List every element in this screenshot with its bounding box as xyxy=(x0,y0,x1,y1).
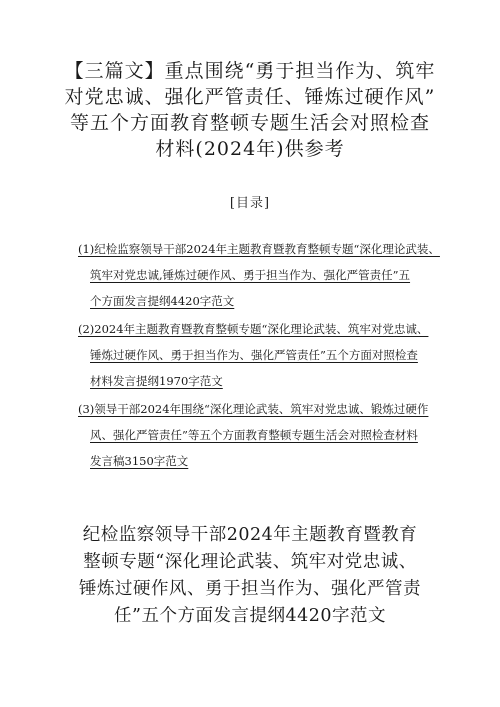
title-line: 等五个方面教育整顿专题生活会对照检查 xyxy=(69,112,430,134)
toc-heading: [目录] xyxy=(229,196,271,211)
toc-link-3[interactable] xyxy=(78,396,444,474)
title-line: 材料(2024年)供参考 xyxy=(155,138,345,160)
title-line: 对党忠诚、强化严管责任、锤炼过硬作风” xyxy=(64,86,436,108)
section-heading-line: 纪检监察领导干部2024年主题教育暨教育 xyxy=(82,525,418,545)
toc-link-1[interactable] xyxy=(78,236,444,314)
toc-item-line: 发言稿3150字范文 xyxy=(90,454,189,468)
toc-item-line: 个方面发言提纲4420字范文 xyxy=(90,294,235,308)
toc-item-line: (3)领导干部2024年围绕“深化理论武装、筑牢对党忠诚、锻炼过硬作 xyxy=(78,402,429,416)
section-heading-line: 锤炼过硬作风、勇于担当作为、强化严管责 xyxy=(79,579,421,599)
toc-item-line: 锤炼过硬作风、勇于担当作为、强化严管责任”五个方面对照检查 xyxy=(90,348,418,362)
toc-item-line: (1)纪检监察领导干部2024年主题教育暨教育整顿专题“深化理论武装、 xyxy=(78,242,440,256)
toc-item-line: (2)2024年主题教育暨教育整顿专题“深化理论武装、筑牢对党忠诚、 xyxy=(78,322,429,336)
toc-link-2[interactable] xyxy=(78,316,444,394)
title-line: 【三篇文】重点围绕“勇于担当作为、筑牢 xyxy=(64,60,436,82)
toc-item-line: 风、强化严管责任”等五个方面教育整顿专题生活会对照检查材料 xyxy=(90,428,418,442)
section-heading xyxy=(50,522,450,630)
document-title xyxy=(60,58,440,162)
toc-item-line: 材料发言提纲1970字范文 xyxy=(90,374,223,388)
section-heading-line: 任”五个方面发言提纲4420字范文 xyxy=(114,606,386,626)
toc-item-line: 筑牢对党忠诚,锤炼过硬作风、勇于担当作为、强化严管责任”五 xyxy=(90,268,411,282)
table-of-contents xyxy=(78,236,444,476)
section-heading-line: 整顿专题“深化理论武装、筑牢对党忠诚、 xyxy=(83,552,417,572)
